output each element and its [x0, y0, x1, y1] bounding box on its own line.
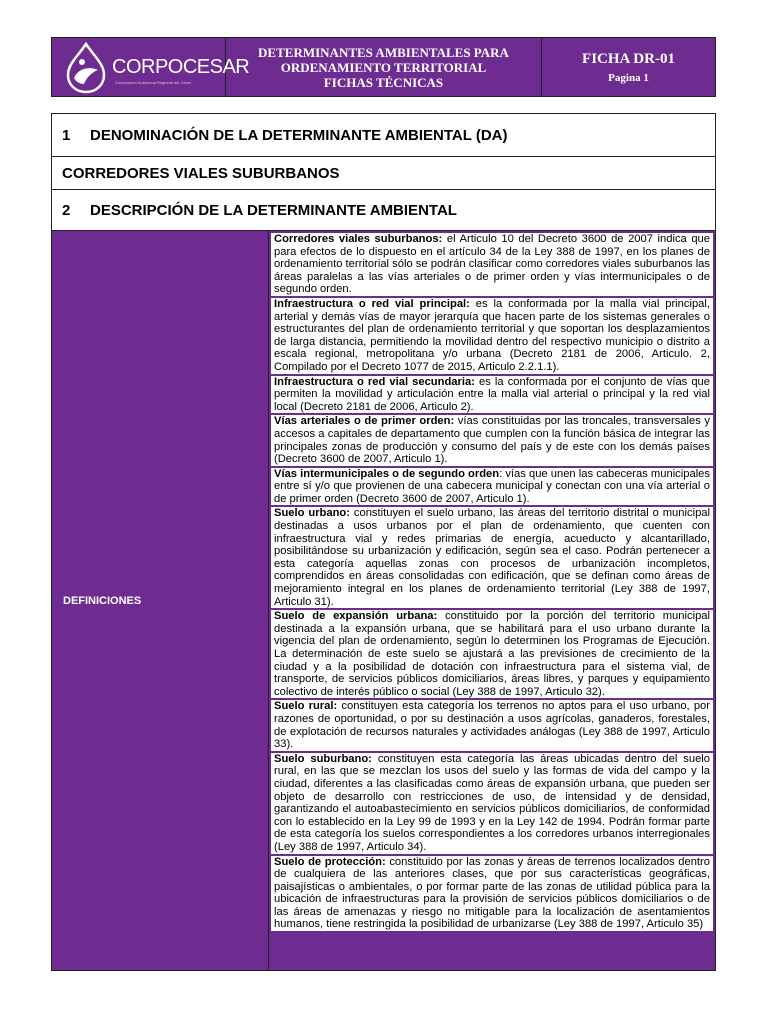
- ficha-code: FICHA DR-01: [582, 50, 675, 67]
- ficha-info: [542, 38, 715, 96]
- logo: [52, 38, 250, 96]
- definition-text: constituyen el suelo urbano, las áreas del territorio distrital o municipal destinadas a usos urbanos por el plan de ordenamiento, que cuenten con infraestructura vial y redes primarias de energía, acueducto y alcantarillado, posibilitándose su urbanización y edificación, según sea el caso. Podrán pertenecer a esta categoría aquellas zonas con procesos de urbanización incompletos, comprendidos en áreas consolidadas con edificación, que se definan como áreas de mejoramiento integral en los planes de ordenamiento territorial (Ley 388 de 1997, Articulo 31).: [274, 507, 710, 608]
- section-2-number: 2: [62, 201, 71, 219]
- definition-entry: [271, 376, 713, 414]
- definition-term: Vías intermunicipales o de segundo orden: [274, 467, 500, 480]
- determinant-name-row: [51, 156, 716, 190]
- definition-text: es la conformada por el conjunto de vías que permiten la movilidad y articulación entre la malla vial arterial o principal y la red vial local (Decreto 2181 de 2006, Articulo 2).: [274, 375, 710, 413]
- definition-entry: [271, 468, 713, 506]
- definition-text: constituido por la porción del territorio municipal destinada a la expansión urbana, que se habilitará para el uso urbano durante la vigencia del plan de ordenamiento, según lo determinen los Programas de Ejecución. La determinación de este suelo se ajustará a las previsiones de crecimiento de la ciudad y a la posibilidad de dotación con infraestructura para el sistema vial, de transporte, de servicios públicos domiciliarios, áreas libres, y parques y equipamiento colectivo de interés público o social (Ley 388 de 1997, Articulo 32).: [274, 610, 710, 698]
- title-line-3: FICHAS TÉCNICAS: [323, 74, 444, 90]
- title-line-1: DETERMINANTES AMBIENTALES PARA: [258, 44, 509, 60]
- definition-entry: [271, 700, 713, 750]
- logo-subtext: Corporación Autónoma Regional del Cesar: [115, 80, 192, 85]
- section-2-title: DESCRIPCIÓN DE LA DETERMINANTE AMBIENTAL: [90, 201, 457, 219]
- definitions-table: [51, 230, 716, 971]
- definition-entry: [271, 610, 713, 698]
- definition-text: : vías que unen las cabeceras municipales entre sí y/o que provienen de una cabecera municipal y conectan con una vía arterial o de primer orden (Decreto 3600 de 2007, Articulo 1).: [274, 467, 710, 505]
- logo-text: CORPOCESAR: [112, 56, 250, 78]
- definition-term: Suelo de protección:: [274, 855, 386, 868]
- definition-entry: [271, 233, 713, 296]
- document-title: [226, 38, 542, 96]
- page-number: Pagina 1: [608, 71, 649, 84]
- definition-term: Suelo rural:: [274, 700, 338, 713]
- definition-entry: [271, 507, 713, 608]
- title-line-2: ORDENAMIENTO TERRITORIAL: [280, 59, 487, 75]
- section-1-number: 1: [62, 126, 71, 144]
- definition-term: Infraestructura o red vial principal:: [274, 297, 470, 310]
- section-2-heading: [51, 189, 716, 231]
- definition-text: constituido por las zonas y áreas de terrenos localizados dentro de cualquiera de las anteriores clases, que por sus características geográficas, paisajísticas o ambientales, o por formar parte de las zonas de utilidad pública para la ubicación de infraestructuras para la provisión de servicios públicos domiciliarios o de las áreas de amenazas y riesgo no mitigable para la localización de asentamientos humanos, tiene restringida la posibilidad de urbanizarse (Ley 388 de 1997, Articulo 35): [274, 855, 710, 931]
- definition-text: constituyen esta categoría las áreas ubicadas dentro del suelo rural, en las que se mezclan los usos del suelo y las formas de vida del campo y la ciudad, diferentes a las clasificadas como áreas de expansión urbana, que pueden ser objeto de desarrollo con restricciones de uso, de intensidad y de densidad, garantizando el autoabastecimiento en servicios públicos domiciliarios, de conformidad con lo establecido en la Ley 99 de 1993 y en la Ley 142 de 1994. Podrán formar parte de esta categoría los suelos correspondientes a los corredores urbanos interregionales (Ley 388 de 1997, Articulo 34).: [274, 752, 711, 853]
- definition-text: vías constituidas por las troncales, transversales y accesos a capitales de departamento que cumplen con la función básica de integrar las principales zonas de producción y consumo del país y de este con los demás países (Decreto 3600 de 2007, Articulo 1).: [274, 415, 711, 466]
- definition-text: constituyen esta categoría los terrenos no aptos para el uso urbano, por razones de oportunidad, o por su destinación a usos agrícolas, ganaderos, forestales, de explotación de recursos naturales y actividades análogas (Ley 388 de 1997, Articulo 33).: [274, 700, 710, 751]
- definition-term: Suelo urbano:: [274, 507, 350, 520]
- definitions-list: [269, 231, 715, 970]
- section-1-title: DENOMINACIÓN DE LA DETERMINANTE AMBIENTAL (DA): [90, 126, 508, 144]
- corpocesar-logo-icon: [58, 42, 114, 94]
- definition-entry: [271, 298, 713, 374]
- definition-entry: [271, 753, 713, 854]
- definition-term: Suelo de expansión urbana:: [274, 610, 438, 623]
- definition-term: Suelo suburbano:: [274, 752, 372, 765]
- document-header: [51, 37, 716, 97]
- definition-term: Corredores viales suburbanos:: [274, 233, 443, 245]
- definitions-label: DEFINICIONES: [52, 231, 269, 970]
- definition-entry: [271, 415, 713, 465]
- determinant-name: CORREDORES VIALES SUBURBANOS: [62, 164, 340, 182]
- section-1-heading: [51, 113, 716, 157]
- definition-term: Infraestructura o red vial secundaria:: [274, 375, 475, 388]
- definition-term: Vías arteriales o de primer orden:: [274, 415, 455, 428]
- definition-text: el Articulo 10 del Decreto 3600 de 2007 indica que para efectos de lo dispuesto en el artículo 34 de la Ley 388 de 1997, en los planes de ordenamiento territorial sólo se podrán clasificar como corredores viales suburbanos las áreas paralelas a las vías arteriales o de primer orden y vías intermunicipales o de segundo orden.: [274, 233, 710, 296]
- definition-entry: [271, 856, 713, 932]
- definition-text: es la conformada por la malla vial principal, arterial y demás vías de mayor jerarquía que hacen parte de los sistemas generales o estructurantes del plan de ordenamiento territorial y que soportan los desplazamientos de larga distancia, permitiendo la movilidad dentro del respectivo municipio o distrito a escala regional, metropolitana y/o urbana (Decreto 2181 de 2006, Articulo. 2, Compilado por el Decreto 1077 de 2015, Articulo 2.2.1.1).: [274, 297, 710, 373]
